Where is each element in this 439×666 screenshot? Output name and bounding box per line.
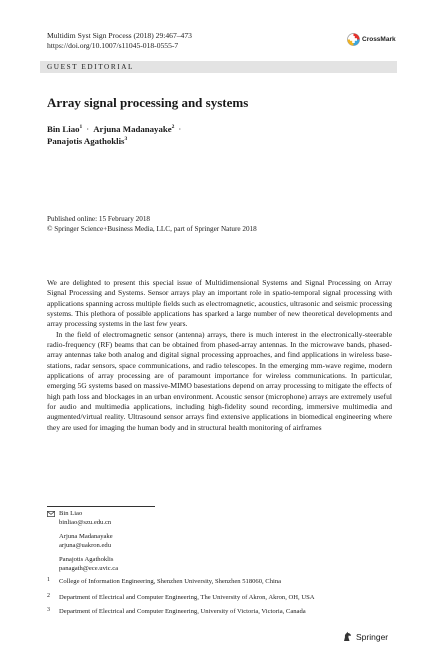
crossmark-badge[interactable] (347, 33, 396, 46)
body-paragraph: In the field of electromagnetic sensor (antenna) arrays, there is much interest in the electronically-steerable radio-frequency (RF) beams that can be obtained from phased-array antennas. In the microwave bands, phased-array antennas take both analog and digital signal processing approaches, and find applications in wireless base-stations, radar sensors, space communications, and radio telescopes. In the emerging mm-wave regime, modern applications of array processing are of paramount importance for wireless communications. In particular, emerging 5G systems based on massive-MIMO basestations depend on array processing to mitigate the effects of high path loss and blockages in an urban environment. Acoustic sensor (microphone) arrays are extremely useful for audio and multimedia applications, including high-fidelity sound recording, immersive multimedia and augmented/virtual reality. Ultrasound sensor arrays find extensive applications in biomedical engineering where they are used for imaging the human body and in structural health monitoring of airframes (47, 329, 392, 432)
copyright-notice: © Springer Science+Business Media, LLC, part of Springer Nature 2018 (47, 225, 257, 233)
author-name[interactable]: Arjuna Madanayake (93, 124, 172, 134)
author-list (47, 124, 185, 147)
footnote-divider (47, 506, 155, 507)
affiliation-text: College of Information Engineering, Shenzhen University, Shenzhen 518060, China (59, 578, 282, 585)
contact-name: Bin Liao (59, 510, 83, 517)
published-date: Published online: 15 February 2018 (47, 215, 151, 223)
publisher-logo (342, 631, 388, 642)
author-name[interactable]: Panajotis Agathoklis (47, 135, 125, 146)
contact-email[interactable]: panagath@ece.uvic.ca (59, 565, 119, 572)
publisher-name: Springer (356, 631, 389, 642)
article-body (47, 278, 392, 433)
affiliation-number: 3 (47, 607, 50, 613)
contact-name: Arjuna Madanayake (59, 533, 113, 540)
journal-citation: Multidim Syst Sign Process (2018) 29:467–473 (47, 31, 192, 40)
affiliation-text: Department of Electrical and Computer Engineering, University of Victoria, Victoria, Canada (59, 608, 306, 615)
section-label: GUEST EDITORIAL (40, 61, 397, 73)
affiliation-number: 1 (47, 577, 50, 583)
publication-info (47, 214, 257, 234)
author-affiliation-marker: 2 (171, 124, 175, 131)
journal-header (47, 31, 192, 51)
article-title: Array signal processing and systems (47, 95, 249, 110)
author-separator: · (178, 124, 182, 134)
affiliation-number: 2 (47, 593, 50, 599)
contact-name: Panajotis Agathoklis (59, 556, 114, 563)
author-affiliation-marker: 3 (124, 135, 128, 142)
author-name[interactable]: Bin Liao (47, 124, 80, 134)
author-affiliation-marker: 1 (79, 124, 83, 131)
author-separator: · (86, 124, 90, 134)
crossmark-label: CrossMark (362, 36, 396, 43)
contact-email[interactable]: arjuna@uakron.edu (59, 542, 112, 549)
affiliation-text: Department of Electrical and Computer Engineering, The University of Akron, Akron, OH, USA (59, 594, 315, 601)
springer-horse-icon (342, 631, 353, 642)
doi-link[interactable]: https://doi.org/10.1007/s11045-018-0555-7 (47, 41, 179, 50)
crossmark-icon (347, 33, 360, 46)
body-paragraph: We are delighted to present this special issue of Multidimensional Systems and Signal Processing on Array Signal Processing and Systems. Sensor arrays play an important role in spatio-temporal signal processing with applications spanning across multiple fields such as electromagnetic, acoustics, ultrasonic and seismic processing systems. This plethora of possible applications has sparked a large number of new theoretical developments and array processing systems in the last few years. (47, 278, 392, 329)
envelope-icon (47, 511, 55, 517)
contact-email[interactable]: binliao@szu.edu.cn (59, 519, 112, 526)
